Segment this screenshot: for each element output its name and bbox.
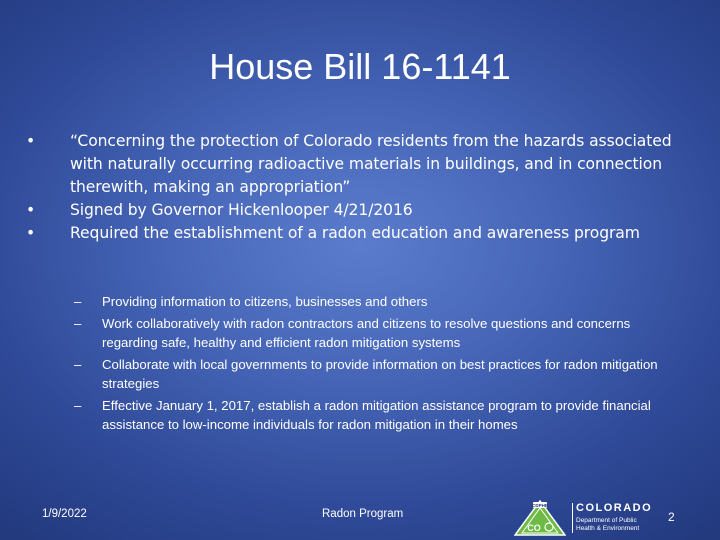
- logo-badge-top: CDPHE: [532, 503, 548, 508]
- sub-bullet-text: Work collaboratively with radon contractors and citizens to resolve questions and concerns regarding safe, healthy and efficient radon mitigation systems: [102, 315, 631, 350]
- sub-bullet-marker: –: [74, 315, 82, 331]
- bullet-text: “Concerning the protection of Colorado residents from the hazards associated with naturally occurring radioactive materials in buildings, and in connection therewith, making an appropriation”: [70, 132, 672, 196]
- sub-bullet-item: [74, 314, 664, 353]
- sub-bullet-list: [74, 292, 664, 437]
- colorado-badge-icon: [514, 500, 566, 536]
- sub-bullet-item: [74, 396, 664, 435]
- sub-bullet-item: [74, 355, 664, 394]
- sub-bullet-text: Collaborate with local governments to provide information on best practices for radon mitigation strategies: [102, 356, 658, 391]
- cdphe-logo: [514, 500, 660, 536]
- sub-bullet-marker: –: [74, 294, 82, 309]
- logo-dept-line2: Health & Environment: [576, 524, 640, 532]
- bullet-item: [26, 222, 696, 245]
- logo-divider: [572, 503, 573, 533]
- page-number: 2: [668, 510, 675, 524]
- bullet-marker: •: [26, 201, 36, 219]
- footer-date: 1/9/2022: [42, 508, 87, 520]
- sub-bullet-item: [74, 292, 664, 312]
- sub-bullet-marker: –: [74, 356, 82, 372]
- logo-department: [576, 517, 639, 532]
- bullet-text: Signed by Governor Hickenlooper 4/21/2016: [70, 201, 413, 219]
- bullet-item: [26, 199, 696, 222]
- logo-name: COLORADO: [576, 502, 653, 514]
- bullet-text: Required the establishment of a radon education and awareness program: [70, 224, 640, 242]
- slide-title: House Bill 16-1141: [209, 46, 511, 87]
- bullet-list: [26, 130, 696, 245]
- footer-title: Radon Program: [322, 508, 404, 520]
- bullet-marker: •: [26, 132, 36, 150]
- logo-badge-text: CO: [527, 523, 541, 533]
- sub-bullet-text: Effective January 1, 2017, establish a radon mitigation assistance program to provide financial assistance to low-income individuals for radon mitigation in their homes: [102, 397, 651, 432]
- bullet-item: [26, 130, 696, 199]
- bullet-marker: •: [26, 224, 36, 242]
- sub-bullet-text: Providing information to citizens, businesses and others: [102, 294, 428, 309]
- sub-bullet-marker: –: [74, 397, 82, 413]
- logo-dept-line1: Department of Public: [576, 517, 637, 524]
